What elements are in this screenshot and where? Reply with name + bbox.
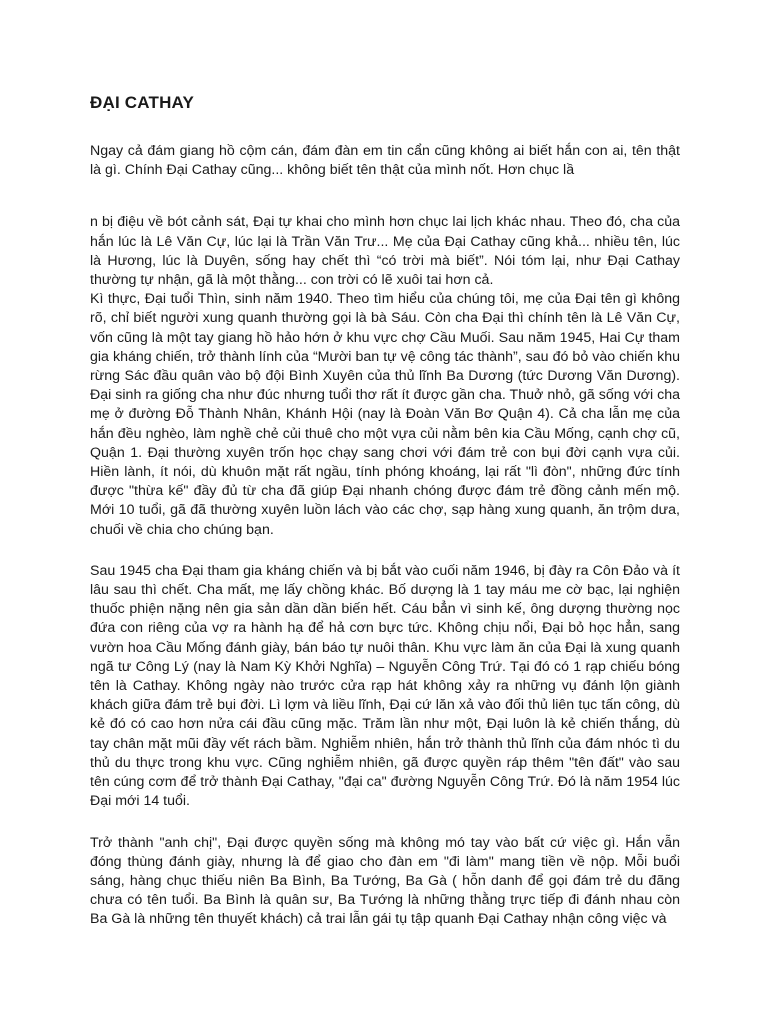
paragraph-origins: Kì thực, Đại tuổi Thìn, sinh năm 1940. Theo tìm hiểu của chúng tôi, mẹ của Đại tên gì không rõ, chỉ biết người xung quanh thường gọi là bà Sáu. Còn cha Đại thì chính tên là Lê Văn Cự, vốn cũng là một tay giang hồ hảo hớn ở khu vực chợ Cầu Muối. Sau năm 1945, Hai Cự tham gia kháng chiến, trở thành lính của “Mười ban tự vệ công tác thành”, sau đó bỏ vào chiến khu rừng Sác đầu quân vào bộ đội Bình Xuyên của thủ lĩnh Ba Dương (tức Dương Văn Dương). Đại sinh ra giống cha như đúc nhưng tuổi thơ rất ít được gần cha. Thuở nhỏ, gã sống với cha mẹ ở đường Đỗ Thành Nhân, Khánh Hội (nay là Đoàn Văn Bơ Quận 4). Cả cha lẫn mẹ của hắn đều nghèo, làm nghề chẻ củi thuê cho một vựa củi nằm bên kia Cầu Mống, cạnh chợ cũ, Quận 1. Đại thường xuyên trốn học chạy sang chơi với đám trẻ con bụi đời cạnh vựa củi. Hiền lành, ít nói, dù khuôn mặt rất ngầu, tính phóng khoáng, lại rất "lì đòn", những đức tính được "thừa kế" đầy đủ từ cha đã giúp Đại nhanh chóng được đám trẻ đồng cảnh mến mộ. Mới 10 tuổi, gã đã thường xuyên luồn lách vào các chợ, sạp hàng xung quanh, ăn trộm dưa, chuối về chia cho chúng bạn. — [90, 291, 680, 538]
paragraph-intro: Ngay cả đám giang hồ cộm cán, đám đàn em tin cẩn cũng không ai biết hắn con ai, tên thật là gì. Chính Đại Cathay cũng... không biết tên thật của mình nốt. Hơn chục lầ — [90, 143, 680, 179]
paragraph-rise: Sau 1945 cha Đại tham gia kháng chiến và bị bắt vào cuối năm 1946, bị đày ra Côn Đảo và ít lâu sau thì chết. Cha mất, mẹ lấy chồng khác. Bố dượng là 1 tay máu me cờ bạc, lại nghiện thuốc phiện nặng nên gia sản dần dần biến hết. Cáu bẳn vì sinh kế, ông dượng thường nọc đứa con riêng của vợ ra hành hạ để hả cơn bực tức. Không chịu nổi, Đại bỏ học hẳn, sang vườn hoa Cầu Mống đánh giày, bán báo tự nuôi thân. Khu vực làm ăn của Đại là xung quanh ngã tư Công Lý (nay là Nam Kỳ Khởi Nghĩa) – Nguyễn Công Trứ. Tại đó có 1 rạp chiếu bóng tên là Cathay. Không ngày nào trước cửa rạp hát không xảy ra những vụ đánh lộn giành khách giữa đám trẻ bụi đời. Lì lợm và liều lĩnh, Đại cứ lăn xả vào đối thủ liên tục tấn công, dù kẻ đó có cao hơn nửa cái đầu cũng mặc. Trăm lần như một, Đại luôn là kẻ chiến thắng, dù tay chân mặt mũi đầy vết rách bầm. Nghiễm nhiên, hắn trở thành thủ lĩnh của đám nhóc tì du thủ du thực trong khu vực. Cũng nghiễm nhiên, gã được quyền ráp thêm "tên đất" vào sau tên cúng cơm để trở thành Đại Cathay, "đại ca" đường Nguyễn Công Trứ. Đó là năm 1954 lúc Đại mới 14 tuổi. — [90, 562, 680, 810]
document-title: ĐẠI CATHAY — [90, 93, 195, 112]
paragraph-aliases: n bị điệu về bót cảnh sát, Đại tự khai cho mình hơn chục lai lịch khác nhau. Theo đó, cha của hắn lúc là Lê Văn Cự, lúc lại là Trần Văn Trư... Mẹ của Đại Cathay cũng khả... nhiều tên, lúc là Hương, lúc là Duyên, sống hay chết thì “có trời mà biết”. Nói tóm lại, như Đại Cathay thường tự nhận, gã là một thằng... con trời có lẽ xuôi tai hơn cả. — [90, 214, 680, 289]
paragraph-boss: Trở thành "anh chị", Đại được quyền sống mà không mó tay vào bất cứ việc gì. Hắn vẫn đóng thùng đánh giày, nhưng là để giao cho đàn em "đi làm" mang tiền về nộp. Mỗi buổi sáng, hàng chục thiếu niên Ba Bình, Ba Tướng, Ba Gà ( hỗn danh để gọi đám trẻ du đãng chưa có tên tuổi. Ba Bình là quân sư, Ba Tướng là những thằng trực tiếp đi đánh nhau còn Ba Gà là những tên thuyết khách) cả trai lẫn gái tụ tập quanh Đại Cathay nhận công việc và — [90, 834, 680, 928]
document-page — [90, 92, 680, 930]
